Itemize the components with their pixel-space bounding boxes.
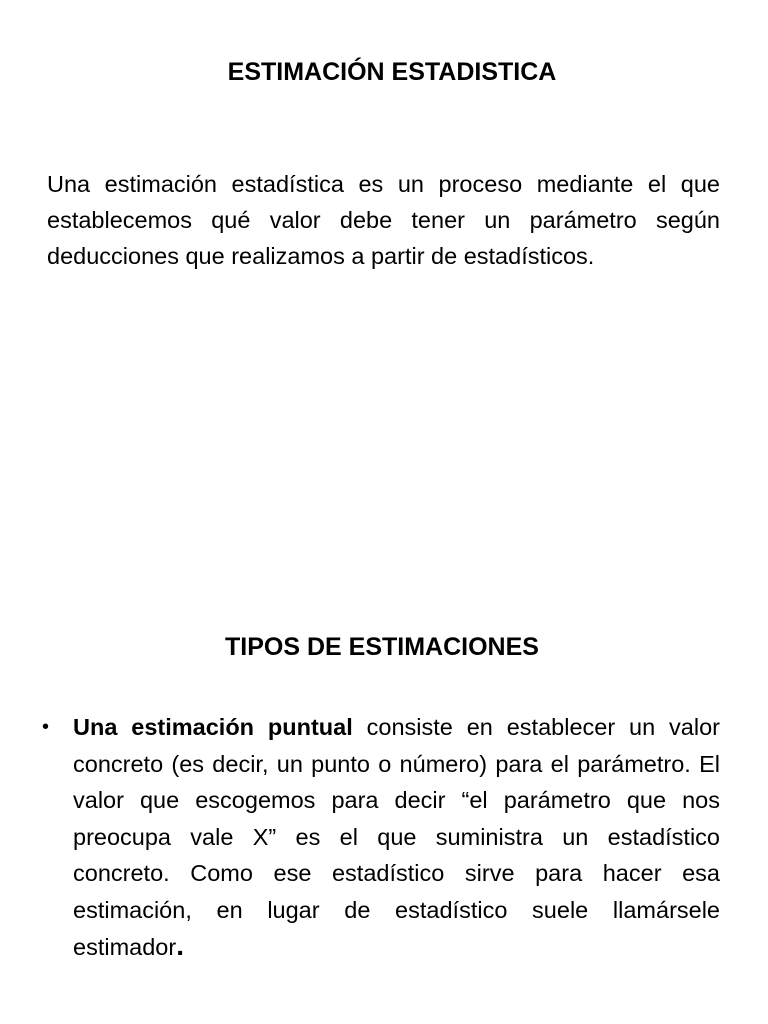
bullet-icon: • [42,716,50,738]
bullet-body: consiste en establecer un valor concreto (es decir, un punto o número) para el parámetro. El valor que escogemos para decir “el parámetro que nos preocupa vale X” es el que suministra un estadístico concreto. Como ese estadístico sirve para hacer esa estimación, en lugar de estadístico suele llamársele estimador [73,714,720,960]
section-title: TIPOS DE ESTIMACIONES [225,633,539,661]
bullet-end-period: . [176,930,184,961]
bullet-text [73,709,720,966]
page-title: ESTIMACIÓN ESTADISTICA [227,58,557,86]
bullet-bold-term: Una estimación puntual [73,714,353,740]
intro-paragraph: Una estimación estadística es un proceso mediante el que establecemos qué valor debe tener un parámetro según deducciones que realizamos a partir de estadísticos. [47,171,720,269]
bullet-list-item [42,709,720,966]
